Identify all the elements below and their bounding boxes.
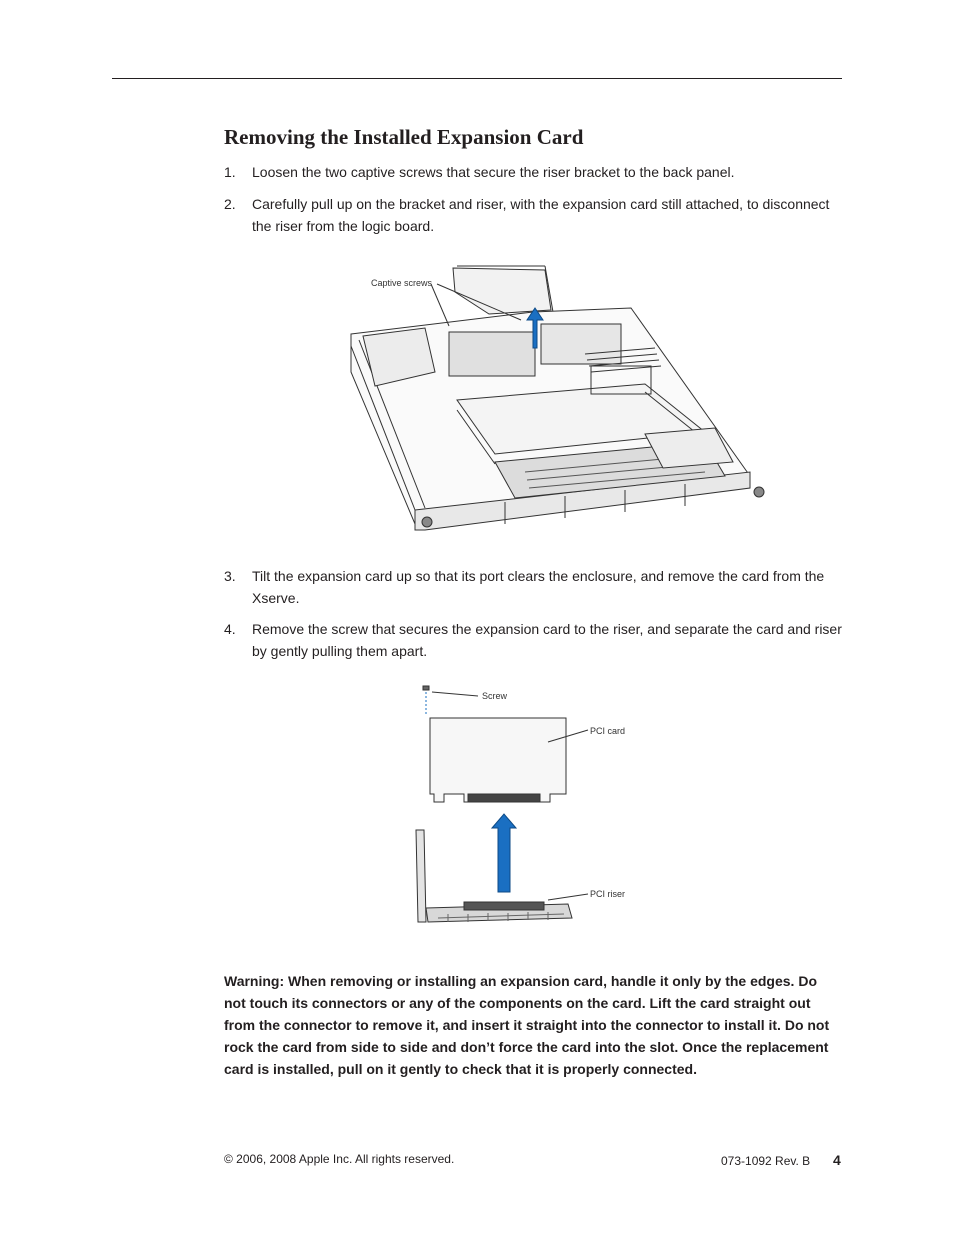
separate-arrow-icon	[492, 814, 516, 892]
xserve-enclosure-illustration	[345, 262, 775, 540]
warning-paragraph: Warning: When removing or installing an expansion card, handle it only by the edges. Do not touch its connectors or any of the components on the card. Lift the card straight out from the connector to remove it, and insert it straight into the connector to install it. Do not rock the card from side to side and don’t force the card into the slot. Once the replacement card is installed, pull on it gently to check that it is properly connected.	[224, 973, 830, 1077]
screw-icon	[423, 686, 429, 690]
pci-card-riser-illustration	[408, 682, 638, 926]
step-text: Loosen the two captive screws that secure the riser bracket to the back panel.	[252, 164, 735, 180]
page-number: 4	[833, 1152, 841, 1168]
step-number: 3.	[224, 568, 236, 584]
step-text: Remove the screw that secures the expansion card to the riser, and separate the card and riser by gently pulling them apart.	[252, 621, 842, 659]
step-number: 1.	[224, 164, 236, 180]
pci-riser-callout: PCI riser	[590, 889, 626, 899]
header-rule	[112, 78, 842, 79]
pci-card-callout: PCI card	[590, 726, 626, 736]
screw-callout: Screw	[482, 691, 508, 701]
document-revision: 073-1092 Rev. B	[721, 1154, 811, 1168]
section-title: Removing the Installed Expansion Card	[224, 125, 584, 149]
step-number: 2.	[224, 196, 236, 212]
step-text: Carefully pull up on the bracket and riser, with the expansion card still attached, to disconnect the riser from the logic board.	[252, 196, 830, 234]
copyright: © 2006, 2008 Apple Inc. All rights reserved.	[224, 1152, 455, 1166]
step-number: 4.	[224, 621, 236, 637]
captive-screws-callout: Captive screws	[371, 278, 433, 288]
step-text: Tilt the expansion card up so that its port clears the enclosure, and remove the card from the Xserve.	[252, 568, 825, 606]
